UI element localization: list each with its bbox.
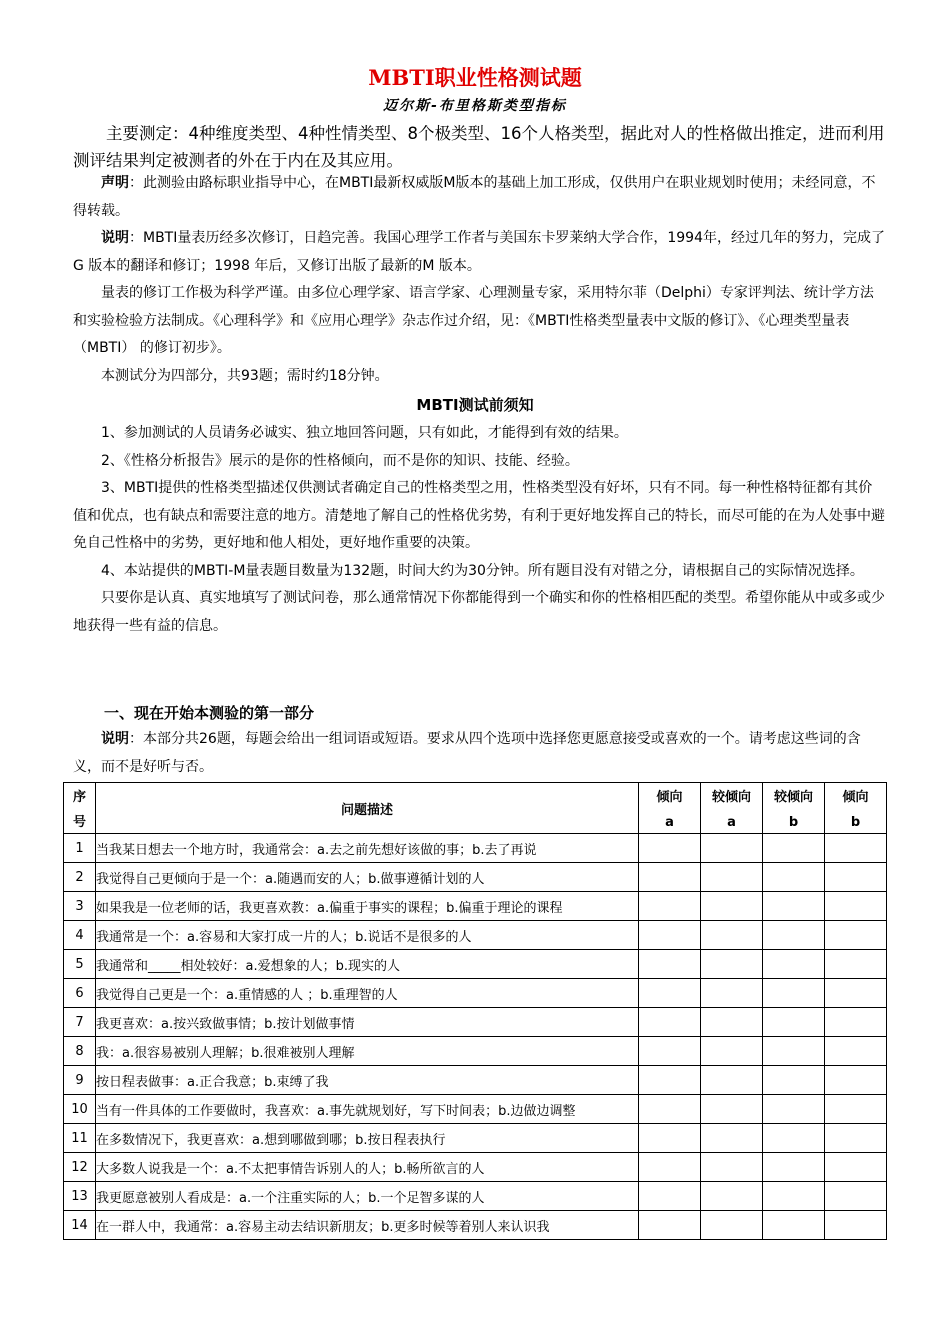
answer-cell-lean-a[interactable]: [701, 979, 763, 1008]
notice-closing: 只要你是认真、真实地填写了测试问卷，那么通常情况下你都能得到一个确实和你的性格相匹配的类型。希望你能从中或多或少地获得一些有益的信息。: [73, 590, 885, 634]
question-text: 我更喜欢：a.按兴致做事情；b.按计划做事情: [96, 1008, 639, 1037]
question-text: 在一群人中，我通常：a.容易主动去结识新朋友；b.更多时候等着别人来认识我: [96, 1211, 639, 1240]
question-number: 12: [64, 1153, 96, 1182]
part1-note: [73, 726, 885, 781]
question-text: 按日程表做事：a.正合我意；b.束缚了我: [96, 1066, 639, 1095]
answer-cell-tend-a[interactable]: [639, 834, 701, 863]
header-col3: [763, 783, 825, 834]
answer-cell-tend-b[interactable]: [825, 979, 887, 1008]
answer-cell-lean-b[interactable]: [763, 1182, 825, 1211]
answer-cell-tend-b[interactable]: [825, 892, 887, 921]
answer-cell-tend-b[interactable]: [825, 950, 887, 979]
answer-cell-lean-b[interactable]: [763, 834, 825, 863]
question-text: 我觉得自己更倾向于是一个：a.随遇而安的人；b.做事遵循计划的人: [96, 863, 639, 892]
part1-heading: 一、现在开始本测验的第一部分: [104, 704, 315, 722]
answer-cell-tend-b[interactable]: [825, 1066, 887, 1095]
question-text: 如果我是一位老师的话，我更喜欢教：a.偏重于事实的课程；b.偏重于理论的课程: [96, 892, 639, 921]
notice-item: 2、《性格分析报告》展示的是你的性格倾向，而不是你的知识、技能、经验。: [101, 452, 579, 469]
question-number: 7: [64, 1008, 96, 1037]
answer-cell-lean-a[interactable]: [701, 1066, 763, 1095]
answer-cell-tend-a[interactable]: [639, 892, 701, 921]
header-col1: [639, 783, 701, 834]
header-col1-bottom: a: [665, 815, 674, 830]
answer-cell-tend-a[interactable]: [639, 1037, 701, 1066]
question-number: 2: [64, 863, 96, 892]
table-row: [64, 1037, 887, 1066]
table-row: [64, 1182, 887, 1211]
header-num-bottom: 号: [72, 815, 86, 830]
notice-item: 3、MBTI提供的性格类型描述仅供测试者确定自己的性格类型之用，性格类型没有好坏，只有不同。每一种性格特征都有其价值和优点，也有缺点和需要注意的地方。清楚地了解自己的性格优劣势，有利于更好地发挥自己的特长，而尽可能的在为人处事中避免自己性格中的劣势，更好地和他人相处，更好地作重要的决策。: [73, 480, 885, 551]
answer-cell-tend-b[interactable]: [825, 1008, 887, 1037]
question-text: 我更愿意被别人看成是：a.一个注重实际的人；b.一个足智多谋的人: [96, 1182, 639, 1211]
table-row: [64, 1211, 887, 1240]
question-number: 8: [64, 1037, 96, 1066]
statement-text: ：此测验由路标职业指导中心，在MBTI最新权威版M版本的基础上加工形成，仅供用户在职业规划时使用；未经同意，不得转载。: [73, 175, 876, 219]
intro-text: 主要测定：4种维度类型、4种性情类型、8个极类型、16个人格类型，据此对人的性格做出推定，进而利用测评结果判定被测者的外在于内在及其应用。: [73, 124, 885, 170]
table-row: [64, 1008, 887, 1037]
answer-cell-tend-a[interactable]: [639, 1124, 701, 1153]
table-row: [64, 834, 887, 863]
answer-cell-lean-b[interactable]: [763, 863, 825, 892]
document-title: MBTI职业性格测试题: [368, 65, 582, 90]
answer-cell-lean-a[interactable]: [701, 1095, 763, 1124]
answer-cell-tend-a[interactable]: [639, 1095, 701, 1124]
answer-cell-tend-b[interactable]: [825, 921, 887, 950]
header-col2-top: 较倾向: [711, 790, 751, 805]
answer-cell-lean-b[interactable]: [763, 979, 825, 1008]
answer-cell-lean-b[interactable]: [763, 1008, 825, 1037]
table-row: [64, 1124, 887, 1153]
answer-cell-lean-b[interactable]: [763, 950, 825, 979]
question-number: 6: [64, 979, 96, 1008]
answer-cell-tend-a[interactable]: [639, 1211, 701, 1240]
answer-cell-tend-a[interactable]: [639, 921, 701, 950]
question-text: 我觉得自己更是一个：a.重情感的人 ；b.重理智的人: [96, 979, 639, 1008]
question-number: 4: [64, 921, 96, 950]
answer-cell-tend-b[interactable]: [825, 1153, 887, 1182]
question-text: 我通常和_____相处较好：a.爱想象的人；b.现实的人: [96, 950, 639, 979]
question-text: 当有一件具体的工作要做时，我喜欢：a.事先就规划好，写下时间表；b.边做边调整: [96, 1095, 639, 1124]
note-label: 说明: [101, 230, 129, 246]
answer-cell-lean-b[interactable]: [763, 1124, 825, 1153]
part1-note-label: 说明: [101, 731, 129, 747]
question-number: 3: [64, 892, 96, 921]
header-col4: [825, 783, 887, 834]
answer-cell-tend-b[interactable]: [825, 1037, 887, 1066]
notice-item: 4、本站提供的MBTI-M量表题目数量为132题，时间大约为30分钟。所有题目没有对错之分，请根据自己的实际情况选择。: [101, 562, 864, 579]
question-text: 我：a.很容易被别人理解；b.很难被别人理解: [96, 1037, 639, 1066]
table-row: [64, 1153, 887, 1182]
answer-cell-tend-a[interactable]: [639, 950, 701, 979]
table-row: [64, 863, 887, 892]
answer-cell-tend-b[interactable]: [825, 834, 887, 863]
header-desc: 问题描述: [96, 783, 639, 834]
header-col2-bottom: a: [727, 815, 736, 830]
answer-cell-lean-b[interactable]: [763, 1211, 825, 1240]
answer-cell-lean-a[interactable]: [701, 1008, 763, 1037]
answer-cell-lean-a[interactable]: [701, 1037, 763, 1066]
question-number: 1: [64, 834, 96, 863]
table-row: [64, 1095, 887, 1124]
answer-cell-tend-b[interactable]: [825, 1182, 887, 1211]
note-paragraph: [73, 225, 885, 280]
answer-cell-lean-a[interactable]: [701, 921, 763, 950]
notice-heading: MBTI测试前须知: [416, 396, 534, 414]
answer-cell-lean-a[interactable]: [701, 1153, 763, 1182]
intro-paragraph: [73, 120, 885, 174]
question-text: 在多数情况下，我更喜欢：a.想到哪做到哪；b.按日程表执行: [96, 1124, 639, 1153]
answer-cell-lean-b[interactable]: [763, 892, 825, 921]
answer-cell-tend-a[interactable]: [639, 863, 701, 892]
table-row: [64, 950, 887, 979]
notice-list: [73, 420, 885, 640]
answer-cell-lean-b[interactable]: [763, 1095, 825, 1124]
table-row: [64, 892, 887, 921]
answer-cell-tend-b[interactable]: [825, 1211, 887, 1240]
question-text: 当我某日想去一个地方时，我通常会：a.去之前先想好该做的事；b.去了再说: [96, 834, 639, 863]
statement-paragraph: [73, 170, 885, 225]
table-row: [64, 921, 887, 950]
part1-note-text: ：本部分共26题，每题会给出一组词语或短语。要求从四个选项中选择您更愿意接受或喜欢的一个。请考虑这些词的含义，而不是好听与否。: [73, 731, 861, 775]
answer-cell-lean-a[interactable]: [701, 863, 763, 892]
header-num: [64, 783, 96, 834]
question-text: 我通常是一个：a.容易和大家打成一片的人；b.说话不是很多的人: [96, 921, 639, 950]
answer-cell-tend-b[interactable]: [825, 863, 887, 892]
question-number: 11: [64, 1124, 96, 1153]
header-num-top: 序: [72, 790, 86, 805]
answer-cell-tend-a[interactable]: [639, 1008, 701, 1037]
question-text: 大多数人说我是一个：a.不太把事情告诉别人的人；b.畅所欲言的人: [96, 1153, 639, 1182]
answer-cell-tend-a[interactable]: [639, 979, 701, 1008]
revision-paragraph: 量表的修订工作极为科学严谨。由多位心理学家、语言学家、心理测量专家，采用特尔菲（Delphi）专家评判法、统计学方法和实验检验方法制成。《心理科学》和《应用心理学》杂志作过介绍，见：《MBTI性格类型量表中文版的修订》、《心理类型量表（MBTI） 的修订初步》。: [73, 285, 874, 356]
question-table: [63, 782, 887, 1240]
header-col1-top: 倾向: [656, 790, 683, 805]
table-row: [64, 979, 887, 1008]
document-subtitle: 迈尔斯-布里格斯类型指标: [383, 98, 567, 114]
answer-cell-tend-b[interactable]: [825, 1095, 887, 1124]
answer-cell-lean-b[interactable]: [763, 1066, 825, 1095]
answer-cell-tend-a[interactable]: [639, 1153, 701, 1182]
statement-label: 声明: [101, 175, 129, 191]
answer-cell-lean-a[interactable]: [701, 1211, 763, 1240]
answer-cell-lean-a[interactable]: [701, 1124, 763, 1153]
answer-cell-tend-a[interactable]: [639, 1182, 701, 1211]
notice-item: 1、参加测试的人员请务必诚实、独立地回答问题，只有如此，才能得到有效的结果。: [101, 425, 628, 441]
structure-paragraph: 本测试分为四部分，共93题；需时约18分钟。: [101, 367, 389, 384]
note-text: ：MBTI量表历经多次修订，日趋完善。我国心理学工作者与美国东卡罗莱纳大学合作，1994年，经过几年的努力，完成了G 版本的翻译和修订；1998 年后，又修订出版了最新的M 版本。: [73, 230, 885, 274]
question-number: 9: [64, 1066, 96, 1095]
answer-cell-lean-b[interactable]: [763, 1037, 825, 1066]
question-number: 13: [64, 1182, 96, 1211]
question-number: 5: [64, 950, 96, 979]
table-body: [64, 834, 887, 1240]
table-row: [64, 1066, 887, 1095]
header-col3-top: 较倾向: [773, 790, 813, 805]
header-col3-bottom: b: [788, 815, 799, 830]
statement-and-notes: [73, 170, 885, 390]
answer-cell-tend-a[interactable]: [639, 1066, 701, 1095]
answer-cell-lean-a[interactable]: [701, 1182, 763, 1211]
part1-note-paragraph: [73, 726, 885, 781]
answer-cell-lean-a[interactable]: [701, 950, 763, 979]
answer-cell-lean-a[interactable]: [701, 892, 763, 921]
answer-cell-tend-b[interactable]: [825, 1124, 887, 1153]
question-number: 10: [64, 1095, 96, 1124]
header-col2: [701, 783, 763, 834]
question-number: 14: [64, 1211, 96, 1240]
header-col4-top: 倾向: [842, 790, 869, 805]
answer-cell-lean-a[interactable]: [701, 834, 763, 863]
table-header-row: [64, 783, 887, 834]
header-col4-bottom: b: [850, 815, 861, 830]
answer-cell-lean-b[interactable]: [763, 1153, 825, 1182]
answer-cell-lean-b[interactable]: [763, 921, 825, 950]
